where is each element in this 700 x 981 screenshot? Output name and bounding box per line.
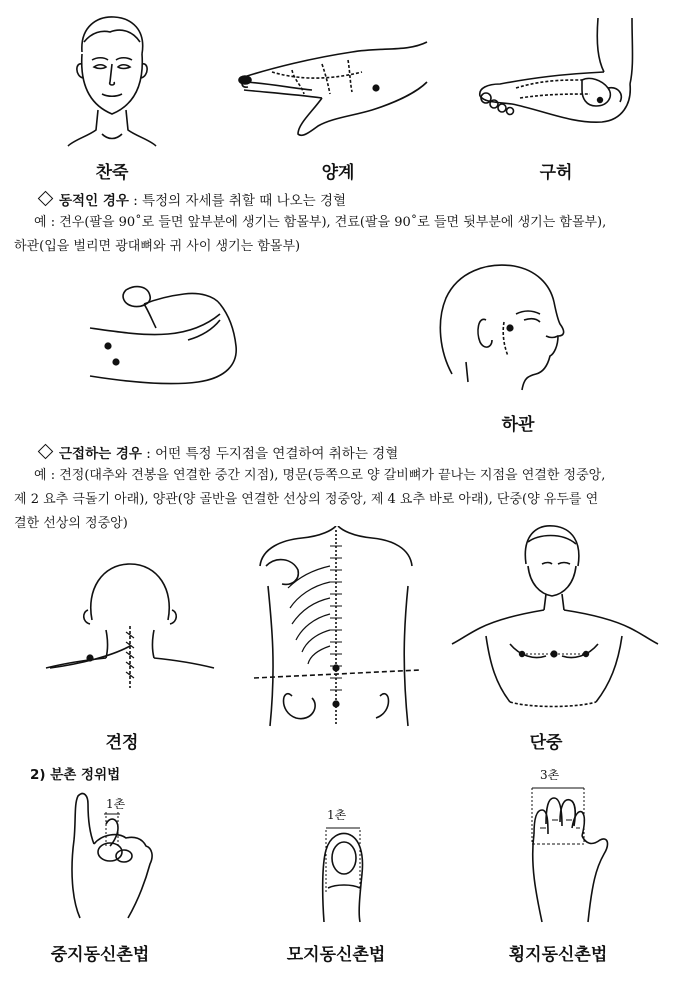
measure-label-1: 1촌 [106,797,126,811]
back-skeleton-illustration [252,526,422,736]
face-illustration [62,12,162,152]
dynamic-heading-line [36,189,346,209]
hand-illustration [232,32,432,142]
adjacent-example-line-1: 예 : 견정(대추와 견봉을 연결한 중간 지점), 명문(등쪽으로 양 갈비뼈가 끝나는 지점을 연결한 정중앙, [34,468,606,483]
section-2-title: 2) 분촌 정위법 [30,767,121,783]
adjacent-heading-line [36,442,398,462]
caption-moji: 모지동신촌법 [286,945,386,965]
adjacent-heading: 근접하는 경우 [59,446,142,462]
measure-label-3: 3촌 [540,768,560,782]
adjacent-desc: : 어떤 특정 두지점을 연결하여 취하는 경혈 [141,446,399,462]
caption-hoengji: 횡지동신촌법 [508,945,608,965]
head-side-illustration [432,262,572,392]
dynamic-example-line-1: 예 : 견우(팔을 90˚로 들면 앞부분에 생기는 함몰부), 견료(팔을 90˚로 들면 뒷부분에 생기는 함몰부), [34,215,607,230]
caption-gyeonjeong: 견정 [105,733,139,753]
diamond-bullet-icon [38,191,54,207]
thumb-illustration [314,824,374,924]
chest-illustration [450,524,660,714]
head-back-illustration [36,560,226,690]
dynamic-example-line-2: 하관(입을 벌리면 광대뼈와 귀 사이 생기는 함몰부) [14,239,301,254]
adjacent-example-line-3: 결한 선상의 정중앙) [14,516,128,531]
middle-finger-hand-illustration [62,790,162,920]
arm-illustration [88,284,248,394]
four-finger-hand-illustration [512,784,612,924]
caption-danjung: 단중 [529,733,563,753]
dynamic-desc: : 특정의 자세를 취할 때 나오는 경혈 [128,193,347,209]
caption-jungji: 중지동신촌법 [50,945,150,965]
foot-illustration [472,14,642,144]
diamond-bullet-icon [38,444,54,460]
caption-hagwan: 하관 [501,415,535,435]
caption-yanggye: 양계 [321,163,355,183]
adjacent-example-line-2: 제 2 요추 극돌기 아래), 양관(양 골반을 연결한 선상의 정중앙, 제 4 요추 바로 아래), 단중(양 유두를 연 [14,492,599,507]
measure-label-2: 1촌 [327,808,347,822]
caption-guheo: 구허 [539,163,573,183]
caption-chanjuk: 찬죽 [95,163,129,183]
dynamic-heading: 동적인 경우 [59,193,129,209]
